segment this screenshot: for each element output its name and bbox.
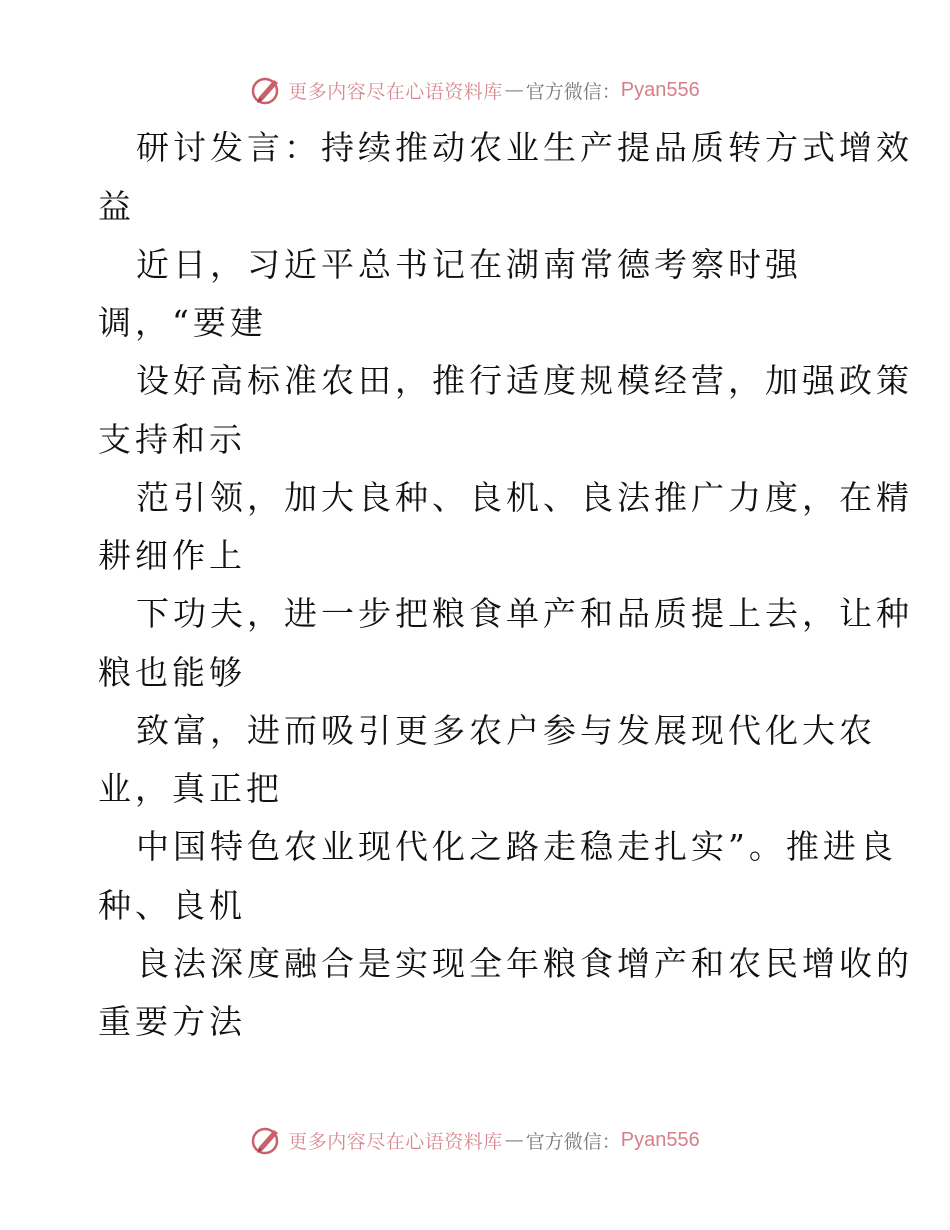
watermark-brand: 更多内容尽在心语资料库 [288, 80, 503, 103]
watermark-wechat-label: 官方微信： [525, 1130, 621, 1153]
text-line: 调，“要建 [98, 303, 267, 342]
text-line: 良法深度融合是实现全年粮食增产和农民增收的 [136, 944, 913, 983]
text-line: 研讨发言：持续推动农业生产提品质转方式增效 [136, 128, 913, 167]
watermark-brand: 更多内容尽在心语资料库 [288, 1130, 503, 1153]
text-line: 近日，习近平总书记在湖南常德考察时强 [136, 245, 802, 284]
text-line: 益 [98, 187, 135, 226]
watermark-banner-top [0, 70, 950, 110]
text-line: 重要方法 [98, 1002, 246, 1041]
text-line: 业，真正把 [98, 769, 283, 808]
watermark-banner-bottom [0, 1120, 950, 1160]
pen-circle-logo-icon [250, 1123, 284, 1157]
watermark-wechat-id: Pyan556 [620, 1128, 700, 1151]
watermark-wechat-label: 官方微信： [525, 80, 621, 103]
text-line: 下功夫，进一步把粮食单产和品质提上去，让种 [136, 594, 913, 633]
text-line: 种、良机 [98, 886, 246, 925]
watermark-wechat-id: Pyan556 [620, 78, 700, 101]
text-line: 耕细作上 [98, 536, 246, 575]
text-line: 致富，进而吸引更多农户参与发展现代化大农 [136, 711, 876, 750]
text-line: 设好高标准农田，推行适度规模经营，加强政策 [136, 361, 913, 400]
watermark-separator: — [504, 79, 524, 101]
pen-circle-logo-icon [250, 73, 284, 107]
text-line: 中国特色农业现代化之路走稳走扎实”。推进良 [136, 827, 897, 866]
text-line: 范引领，加大良种、良机、良法推广力度，在精 [136, 478, 913, 517]
text-line: 支持和示 [98, 420, 246, 459]
watermark-separator: — [504, 1129, 524, 1151]
text-line: 粮也能够 [98, 653, 246, 692]
